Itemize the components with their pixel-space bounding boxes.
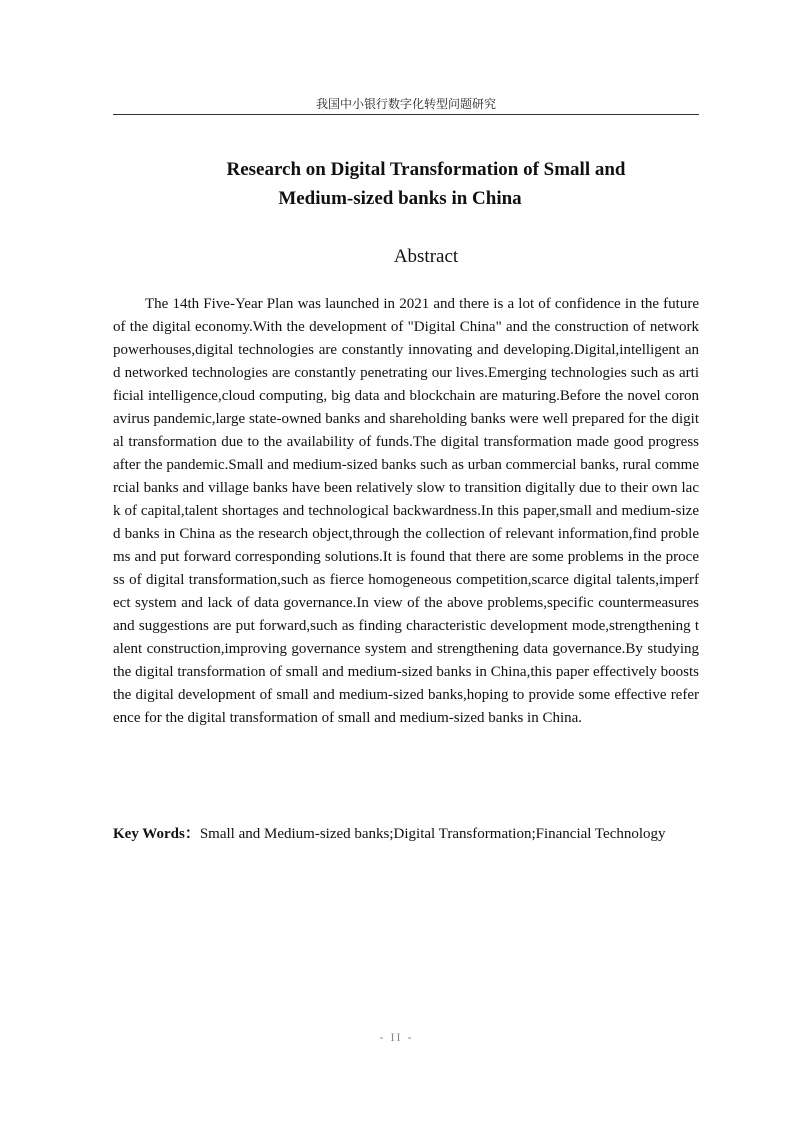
paper-title-line-1: Research on Digital Transformation of Small and: [226, 159, 626, 180]
keywords-label: Key Words：: [113, 826, 200, 842]
keywords: [113, 823, 713, 845]
header-divider: [113, 114, 699, 115]
paper-title-line-2: Medium-sized banks in China: [278, 188, 522, 209]
abstract-heading: Abstract: [393, 246, 459, 267]
keywords-value: Small and Medium-sized banks;Digital Transformation;Financial Technology: [199, 826, 666, 842]
page-number: - II -: [379, 1030, 414, 1044]
running-header: 我国中小银行数字化转型问题研究: [315, 97, 496, 111]
paper-title: [113, 155, 739, 213]
abstract-body: The 14th Five-Year Plan was launched in 2021 and there is a lot of confidence in the future of the digital economy.With the development of "Digital China" and the construction of network powerhouses,digital technologies are constantly innovating and developing.Digital,intelligent and networked technologies are constantly penetrating our lives.Emerging technologies such as artificial intelligence,cloud computing, big data and blockchain are maturing.Before the novel coronavirus pandemic,large state-owned banks and shareholding banks were well prepared for the digital transformation due to the availability of funds.The digital transformation made good progress after the pandemic.Small and medium-sized banks such as urban commercial banks, rural commercial banks and village banks have been relatively slow to transition digitally due to their own lack of capital,talent shortages and technological backwardness.In this paper,small and medium-sized banks in China as the research object,through the collection of relevant information,find problems and put forward corresponding solutions.It is found that there are some problems in the process of digital transformation,such as fierce homogeneous competition,scarce digital talents,imperfect system and lack of data governance.In view of the above problems,specific countermeasures and suggestions are put forward,such as finding characteristic development mode,strengthening talent construction,improving governance system and strengthening data governance.By studying the digital transformation of small and medium-sized banks in China,this paper effectively boosts the digital development of small and medium-sized banks,hoping to provide some effective reference for the digital transformation of small and medium-sized banks in China.: [113, 296, 699, 726]
